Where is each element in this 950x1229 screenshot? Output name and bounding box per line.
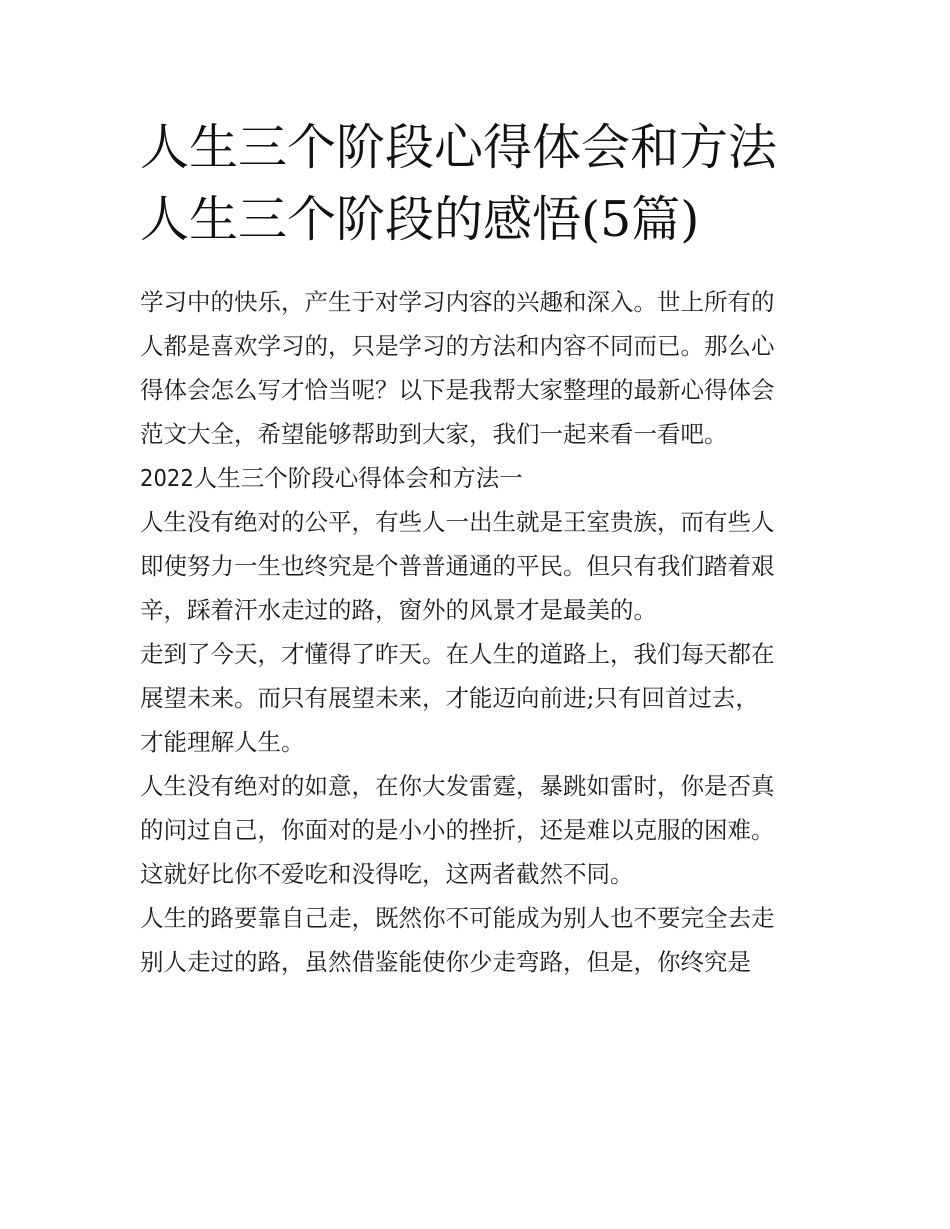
paragraph-line: 即使努力一生也终究是个普普通通的平民。但只有我们踏着艰 xyxy=(140,552,775,580)
document-body xyxy=(140,280,820,984)
paragraph-4 xyxy=(140,896,820,984)
paragraph-line: 人生没有绝对的公平，有些人一出生就是王室贵族，而有些人 xyxy=(140,508,775,536)
paragraph-line: 展望未来。而只有展望未来，才能迈向前进;只有回首过去， xyxy=(140,684,759,712)
intro-line: 人都是喜欢学习的，只是学习的方法和内容不同而已。那么心 xyxy=(140,332,775,360)
document-title xyxy=(140,112,840,256)
paragraph-line: 的问过自己，你面对的是小小的挫折，还是难以克服的困难。 xyxy=(140,816,775,844)
paragraph-line: 人生没有绝对的如意，在你大发雷霆，暴跳如雷时，你是否真 xyxy=(140,772,775,800)
intro-line: 得体会怎么写才恰当呢？以下是我帮大家整理的最新心得体会 xyxy=(140,376,775,404)
intro-line: 范文大全，希望能够帮助到大家，我们一起来看一看吧。 xyxy=(140,420,728,448)
section-heading: 2022人生三个阶段心得体会和方法一 xyxy=(140,464,523,492)
paragraph-line: 才能理解人生。 xyxy=(140,728,305,756)
paragraph-line: 别人走过的路，虽然借鉴能使你少走弯路，但是，你终究是 xyxy=(140,948,751,976)
title-line-1: 人生三个阶段心得体会和方法 xyxy=(140,119,778,176)
paragraph-line: 辛，踩着汗水走过的路，窗外的风景才是最美的。 xyxy=(140,596,657,624)
paragraph-line: 人生的路要靠自己走，既然你不可能成为别人也不要完全去走 xyxy=(140,904,775,932)
paragraph-2 xyxy=(140,632,820,764)
intro-line: 学习中的快乐，产生于对学习内容的兴趣和深入。世上所有的 xyxy=(140,288,775,316)
paragraph-line: 这就好比你不爱吃和没得吃，这两者截然不同。 xyxy=(140,860,634,888)
paragraph-3 xyxy=(140,764,820,896)
intro-paragraph xyxy=(140,280,820,456)
title-line-2: 人生三个阶段的感悟(5篇) xyxy=(140,191,700,248)
paragraph-line: 走到了今天，才懂得了昨天。在人生的道路上，我们每天都在 xyxy=(140,640,775,668)
paragraph-1 xyxy=(140,500,820,632)
